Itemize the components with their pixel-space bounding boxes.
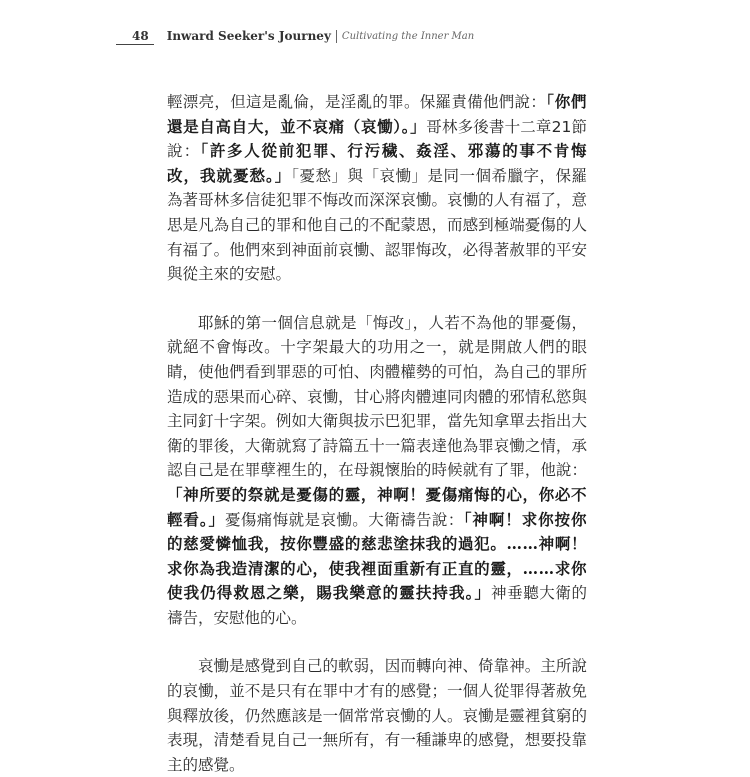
chapter-title: Cultivating the Inner Man [341,30,475,42]
text-run: 「憂愁」與「哀慟」是同一個希臘字，保羅為著哥林多信徒犯罪不悔改而深深哀慟。哀慟的人有福了，意思是凡為自己的罪和他自己的不配蒙恩，而感到極端憂傷的人有福了。他們來到神面前哀慟、認罪悔改，必得著赦罪的平安與從主來的安慰。 [167,166,587,284]
text-run: 哀慟是感覺到自己的軟弱，因而轉向神、倚靠神。主所說的哀慟，並不是只有在罪中才有的感覺；一個人從罪得著赦免與釋放後，仍然應該是一個常常哀慟的人。哀慟是靈裡貧窮的表現，清楚看見自己一無所有，有一種謙卑的感覺，想要投靠主的感覺。 [167,657,587,774]
scripture-quote: 「你們還是自高自大，並不哀痛（哀慟）。」 [167,92,587,136]
paragraph [167,311,587,631]
scripture-quote: 「許多人從前犯罪、行污穢、姦淫、邪蕩的事不肯悔改，我就憂愁。」 [167,141,587,185]
text-run: 輕漂亮，但這是亂倫，是淫亂的罪。保羅責備他們說： [167,93,547,111]
book-title: Inward Seeker's Journey [166,29,331,43]
running-header [116,25,636,47]
scripture-quote: 「神所要的祭就是憂傷的靈，神啊！憂傷痛悔的心，你必不輕看。」 [167,484,587,529]
text-run: 神垂聽大衛的禱告，安慰他的心。 [167,584,587,627]
page-number: 48 [132,29,149,43]
scripture-quote: 「神啊！求你按你的慈愛憐恤我，按你豐盛的慈悲塗抹我的過犯。……神啊！求你為我造清潔的心，使我裡面重新有正直的靈，……求你使我仍得救恩之樂，賜我樂意的靈扶持我。」 [167,509,587,603]
body-text [167,90,587,777]
header-divider [336,30,337,43]
text-run: 耶穌的第一個信息就是「悔改」，人若不為他的罪憂傷，就絕不會悔改。十字架最大的功用之一，就是開啟人們的眼睛，使他們看到罪惡的可怕、肉體權勢的可怕，為自己的罪所造成的惡果而心碎、哀慟，甘心將肉體連同肉體的邪情私慾與主同釘十字架。例如大衛與拔示巴犯罪，當先知拿單去指出大衛的罪後，大衛就寫了詩篇五十一篇表達他為罪哀慟之情，承認自己是在罪孽裡生的，在母親懷胎的時候就有了罪，他說： [167,313,587,480]
paragraph [167,90,587,287]
text-run: 憂傷痛悔就是哀慟。大衛禱告說： [224,510,464,529]
paragraph [167,654,587,777]
text-run: 哥林多後書十二章21節說： [167,117,587,161]
